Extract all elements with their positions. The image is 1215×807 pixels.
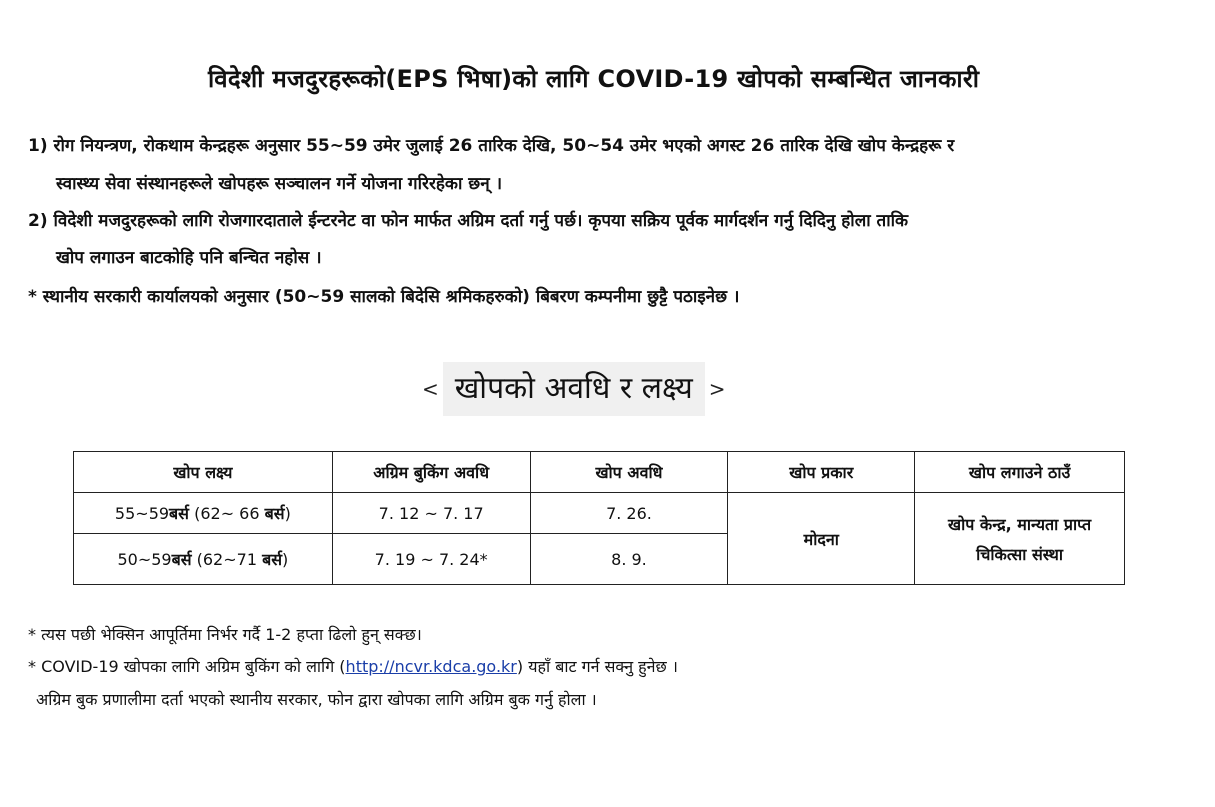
target-paren-unit: बर्स [262, 550, 283, 569]
note-booking-suffix: ) यहाँ बाट गर्न सक्नु हुनेछ । [516, 657, 678, 676]
note-booking [28, 656, 678, 678]
target-paren-age: (62~ 66 [189, 504, 265, 523]
target-paren-unit: बर्स [264, 504, 285, 523]
vaccination-schedule-table [73, 451, 1125, 585]
target-cell [74, 534, 333, 585]
table-header-row [74, 452, 1125, 493]
paragraph-2-line-2: खोप लगाउन बाटकोहि पनि बन्चित नहोस । [56, 248, 322, 268]
target-unit: बर्स [171, 550, 192, 569]
target-age: 55~59 [114, 504, 170, 523]
paragraph-1-line-1: 1) रोग नियन्त्रण, रोकथाम केन्द्रहरू अनुसार 55~59 उमेर जुलाई 26 तारिक देखि, 50~54 उमेर भएको अगस्ट 26 तारिक देखि खोप केन्द्रहरू र [28, 136, 955, 156]
booking-period-cell: 7. 19 ~ 7. 24* [332, 534, 530, 585]
section-heading [418, 362, 729, 416]
target-paren-close: ) [282, 550, 289, 569]
paragraph-3-note: * स्थानीय सरकारी कार्यालयको अनुसार (50~59 सालको बिदेसि श्रमिकहरुको) बिबरण कम्पनीमा छुट्टै पठाइनेछ । [28, 287, 740, 307]
header-booking-period: अग्रिम बुकिंग अवधि [332, 452, 530, 493]
place-line-1: खोप केन्द्र, मान्यता प्राप्त [948, 514, 1092, 534]
heading-open-bracket: < [422, 377, 439, 401]
place-line-2: चिकित्सा संस्था [976, 544, 1064, 564]
note-booking-prefix: * COVID-19 खोपका लागि अग्रिम बुकिंग को लागि ( [28, 657, 346, 676]
table-row [74, 493, 1125, 534]
heading-text: खोपको अवधि र लक्ष्य [443, 362, 705, 416]
header-vaccination-place: खोप लगाउने ठाउँ [915, 452, 1125, 493]
paragraph-1-line-2: स्वास्थ्य सेवा संस्थानहरूले खोपहरू सञ्चालन गर्ने योजना गरिरहेका छन् । [56, 174, 503, 194]
header-vaccination-period: खोप अवधि [530, 452, 728, 493]
vaccination-period-cell: 7. 26. [530, 493, 728, 534]
booking-website-link[interactable]: http://ncvr.kdca.go.kr [345, 657, 517, 676]
target-paren-age: (62~71 [191, 550, 263, 569]
booking-period-cell: 7. 12 ~ 7. 17 [332, 493, 530, 534]
target-age: 50~59 [117, 550, 172, 569]
target-unit: बर्स [169, 504, 189, 523]
vaccination-place-cell [915, 493, 1125, 585]
paragraph-2-line-1: 2) विदेशी मजदुरहरूको लागि रोजगारदाताले ईन्टरनेट वा फोन मार्फत अग्रिम दर्ता गर्नु पर्छ। कृपया सक्रिय पूर्वक मार्गदर्शन गर्नु दिदिनु होला ताकि [28, 211, 909, 231]
vaccination-period-cell: 8. 9. [530, 534, 728, 585]
target-paren-close: ) [284, 504, 291, 523]
header-target: खोप लक्ष्य [74, 452, 333, 493]
heading-close-bracket: > [708, 377, 726, 401]
page-title: विदेशी मजदुरहरूको(EPS भिषा)को लागि COVID-19 खोपको सम्बन्धित जानकारी [208, 65, 980, 93]
header-vaccine-type: खोप प्रकार [728, 452, 915, 493]
target-cell [74, 493, 333, 534]
note-phone-booking: अग्रिम बुक प्रणालीमा दर्ता भएको स्थानीय सरकार, फोन द्वारा खोपका लागि अग्रिम बुक गर्नु होला । [36, 690, 597, 709]
vaccine-type-cell: मोदना [728, 493, 915, 585]
note-delay: * त्यस पछी भेक्सिन आपूर्तिमा निर्भर गर्दै 1-2 हप्ता ढिलो हुन् सक्छ। [28, 625, 422, 644]
